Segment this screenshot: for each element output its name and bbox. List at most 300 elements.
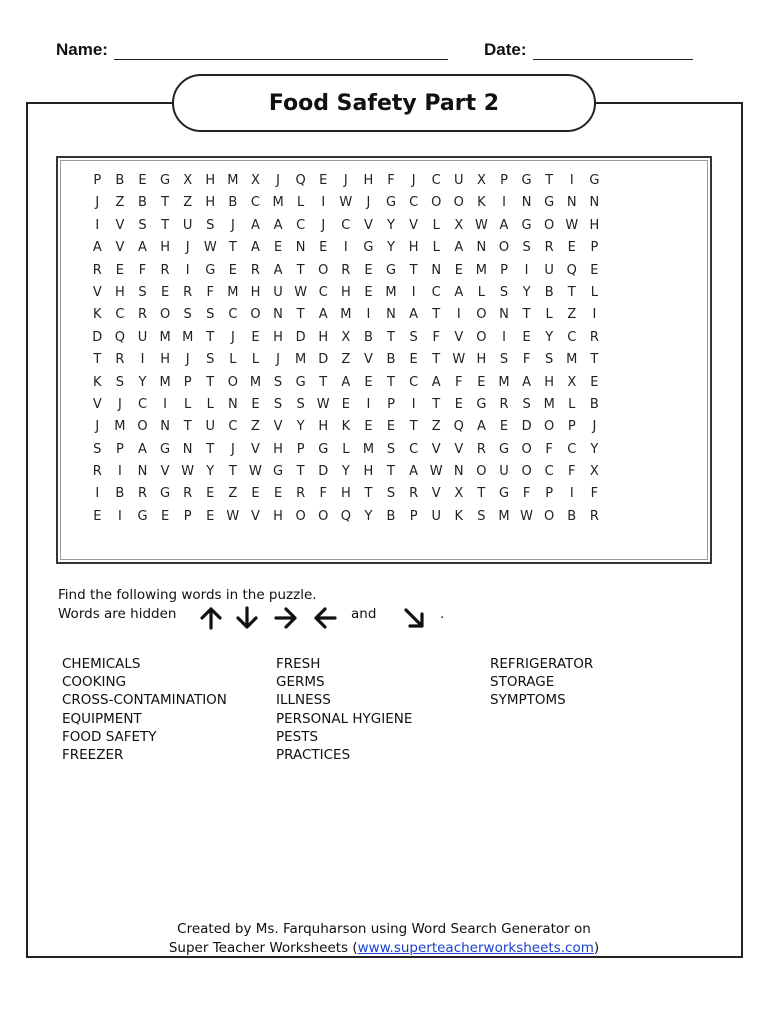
grid-letter: J	[230, 329, 235, 345]
grid-letter: H	[476, 352, 487, 368]
grid-letter: W	[249, 464, 262, 480]
grid-letter: D	[295, 329, 306, 345]
grid-letter: E	[319, 173, 328, 188]
grid-letter: E	[409, 352, 418, 368]
grid-letter: K	[477, 195, 486, 211]
name-blank-line[interactable]	[114, 43, 448, 60]
arrow-right-icon	[273, 605, 299, 631]
grid-letter: N	[499, 307, 509, 323]
grid-letter: E	[251, 396, 260, 412]
grid-letter: I	[95, 486, 100, 502]
grid-letter: R	[160, 262, 170, 278]
grid-letter: H	[160, 240, 170, 256]
grid-letter: R	[544, 240, 554, 256]
word-item: CHEMICALS	[62, 656, 141, 672]
grid-letter: G	[160, 173, 171, 188]
grid-letter: E	[477, 374, 486, 390]
grid-letter: H	[408, 240, 419, 256]
grid-letter: N	[227, 396, 238, 412]
grid-letter: A	[273, 217, 283, 233]
grid-letter: E	[273, 240, 283, 256]
grid-letter: T	[93, 352, 102, 368]
grid-letter: R	[589, 508, 599, 524]
grid-letter: B	[228, 195, 238, 211]
grid-letter: Y	[341, 464, 350, 480]
grid-letter: J	[321, 217, 326, 233]
grid-row	[86, 483, 606, 505]
grid-letter: C	[228, 307, 238, 323]
grid-letter: C	[115, 307, 125, 323]
grid-letter: L	[432, 217, 440, 233]
grid-letter: X	[589, 464, 599, 480]
grid-letter: A	[409, 464, 419, 480]
grid-letter: E	[206, 508, 215, 524]
grid-letter: I	[117, 508, 122, 524]
word-item: COOKING	[62, 674, 127, 691]
grid-letter: A	[522, 374, 532, 390]
grid-letter: D	[318, 464, 329, 480]
grid-letter: V	[115, 217, 125, 233]
grid-letter: C	[544, 464, 554, 480]
grid-letter: Y	[387, 217, 395, 233]
grid-letter: V	[251, 508, 260, 524]
grid-letter: O	[318, 262, 329, 278]
grid-letter: I	[366, 396, 371, 412]
grid-letter: F	[319, 486, 327, 502]
grid-letter: E	[567, 240, 576, 256]
grid-letter: N	[521, 195, 532, 211]
grid-letter: F	[568, 464, 576, 480]
grid-letter: O	[137, 419, 148, 435]
grid-letter: P	[590, 240, 599, 256]
grid-letter: D	[318, 352, 329, 368]
grid-letter: I	[569, 173, 574, 188]
word-item: PERSONAL HYGIENE	[276, 710, 413, 727]
date-blank-line[interactable]	[533, 43, 693, 60]
grid-letter: F	[455, 374, 463, 390]
grid-letter: S	[183, 307, 192, 323]
grid-letter: R	[296, 486, 306, 502]
grid-letter: T	[296, 464, 305, 480]
grid-letter: V	[454, 441, 464, 457]
title-banner	[172, 74, 596, 132]
grid-letter: A	[454, 240, 464, 256]
grid-letter: Y	[206, 464, 215, 480]
grid-row	[86, 349, 606, 371]
grid-letter: H	[340, 284, 351, 300]
grid-letter: W	[565, 217, 579, 233]
grid-letter: O	[159, 307, 171, 323]
grid-letter: S	[138, 217, 147, 233]
grid-letter: P	[500, 262, 508, 278]
grid-letter: A	[318, 307, 328, 323]
grid-letter: M	[249, 374, 262, 390]
grid-letter: E	[138, 173, 147, 188]
grid-letter: C	[567, 441, 577, 457]
grid-letter: H	[115, 284, 125, 300]
grid-letter: N	[476, 240, 487, 256]
grid-letter: J	[411, 173, 416, 188]
grid-letter: D	[521, 419, 532, 435]
grid-row	[86, 215, 606, 237]
grid-letter: B	[138, 195, 147, 211]
grid-row	[86, 192, 606, 214]
word-item: ILLNESS	[276, 692, 331, 709]
grid-letter: Q	[295, 173, 306, 188]
grid-letter: V	[454, 329, 464, 345]
grid-letter: P	[545, 486, 554, 502]
grid-letter: J	[230, 217, 235, 233]
grid-letter: L	[297, 195, 305, 211]
instruction-period: .	[440, 606, 445, 622]
grid-letter: J	[592, 419, 597, 435]
grid-letter: L	[251, 352, 260, 368]
grid-row	[86, 372, 606, 394]
grid-letter: G	[521, 217, 532, 233]
grid-letter: V	[115, 240, 125, 256]
grid-letter: E	[386, 419, 396, 435]
word-item: FOOD SAFETY	[62, 728, 157, 745]
grid-letter: I	[366, 307, 371, 323]
grid-letter: S	[273, 396, 283, 412]
grid-letter: P	[183, 508, 192, 524]
grid-letter: A	[251, 240, 260, 256]
grid-letter: W	[429, 464, 443, 480]
grid-letter: W	[226, 508, 240, 524]
grid-letter: D	[92, 329, 103, 345]
grid-letter: L	[590, 284, 598, 300]
grid-letter: H	[250, 284, 261, 300]
grid-letter: M	[227, 173, 239, 188]
grid-letter: V	[92, 396, 102, 412]
grid-letter: B	[115, 486, 125, 502]
grid-letter: J	[95, 195, 100, 211]
grid-letter: I	[524, 262, 529, 278]
footer-suffix: )	[593, 940, 600, 956]
grid-letter: V	[431, 441, 441, 457]
grid-letter: O	[476, 307, 487, 323]
grid-letter: G	[160, 486, 171, 502]
date-label: Date:	[484, 40, 527, 59]
grid-letter: M	[498, 508, 510, 524]
grid-letter: E	[364, 374, 373, 390]
grid-letter: H	[589, 217, 600, 233]
word-item: FRESH	[276, 656, 321, 672]
grid-letter: X	[251, 173, 260, 188]
grid-letter: J	[230, 441, 235, 457]
grid-letter: O	[227, 374, 238, 390]
grid-letter: A	[341, 374, 351, 390]
grid-letter: N	[160, 419, 170, 435]
instruction-line-2: Words are hidden	[58, 606, 177, 622]
grid-letter: P	[500, 173, 508, 188]
grid-letter: O	[521, 464, 532, 480]
grid-letter: R	[183, 284, 193, 300]
grid-letter: F	[522, 486, 531, 502]
grid-letter: B	[386, 508, 396, 524]
grid-letter: Z	[228, 486, 238, 502]
grid-letter: Z	[251, 419, 260, 435]
grid-letter: T	[387, 329, 395, 345]
grid-letter: H	[318, 329, 329, 345]
grid-letter: F	[138, 262, 147, 278]
grid-letter: T	[432, 307, 441, 323]
arrow-up-icon	[198, 605, 224, 631]
grid-letter: V	[160, 464, 170, 480]
grid-letter: U	[182, 217, 193, 233]
grid-letter: A	[409, 307, 419, 323]
grid-letter: J	[185, 240, 190, 256]
grid-letter: P	[183, 374, 192, 390]
grid-letter: U	[431, 508, 441, 524]
grid-letter: S	[296, 396, 305, 412]
grid-letter: M	[566, 352, 578, 368]
grid-letter: T	[432, 396, 441, 412]
grid-letter: M	[272, 195, 284, 211]
grid-row	[86, 170, 606, 192]
grid-letter: X	[454, 217, 464, 233]
grid-letter: W	[452, 352, 466, 368]
grid-letter: H	[363, 464, 374, 480]
grid-letter: J	[185, 352, 190, 368]
grid-letter: O	[521, 441, 532, 457]
grid-letter: V	[273, 419, 283, 435]
grid-letter: C	[409, 374, 419, 390]
grid-letter: C	[409, 195, 419, 211]
grid-letter: W	[339, 195, 353, 211]
grid-letter: E	[160, 284, 170, 300]
grid-letter: T	[206, 329, 215, 345]
grid-letter: J	[276, 173, 280, 188]
instruction-line-1: Find the following words in the puzzle.	[58, 587, 317, 603]
grid-letter: X	[341, 329, 351, 345]
grid-letter: E	[228, 262, 237, 278]
word-item: PRACTICES	[276, 747, 351, 764]
grid-letter: H	[273, 508, 283, 524]
word-list-column-3	[490, 655, 593, 710]
grid-letter: Y	[545, 329, 554, 345]
grid-letter: I	[502, 329, 506, 345]
grid-row	[86, 237, 606, 259]
grid-letter: R	[409, 486, 419, 502]
grid-letter: N	[431, 262, 442, 278]
instruction-and: and	[351, 606, 377, 622]
grid-letter: G	[385, 262, 397, 278]
grid-row	[86, 260, 606, 282]
grid-letter: Y	[138, 374, 147, 390]
grid-letter: S	[409, 329, 418, 345]
grid-letter: P	[409, 508, 418, 524]
grid-letter: S	[522, 240, 531, 256]
grid-letter: E	[590, 262, 599, 278]
grid-letter: Z	[567, 307, 577, 323]
grid-letter: M	[227, 284, 239, 300]
grid-letter: T	[477, 486, 486, 502]
grid-letter: O	[544, 508, 555, 524]
word-item: PESTS	[276, 728, 319, 745]
grid-letter: H	[160, 352, 170, 368]
word-item: REFRIGERATOR	[490, 656, 594, 672]
grid-letter: T	[228, 240, 237, 256]
grid-letter: L	[545, 307, 553, 323]
grid-letter: J	[366, 195, 371, 211]
grid-letter: N	[589, 195, 600, 211]
grid-letter: N	[137, 464, 148, 480]
grid-letter: R	[92, 262, 102, 278]
grid-letter: P	[387, 396, 395, 412]
grid-letter: G	[160, 441, 171, 457]
grid-letter: J	[117, 396, 122, 412]
grid-letter: Y	[296, 419, 305, 435]
grid-letter: I	[163, 396, 167, 412]
grid-letter: T	[567, 284, 576, 300]
grid-letter: S	[206, 307, 215, 323]
grid-letter: N	[182, 441, 193, 457]
letter-grid	[86, 170, 606, 528]
grid-row	[86, 327, 606, 349]
grid-row	[86, 282, 606, 304]
grid-letter: G	[544, 195, 555, 211]
grid-letter: L	[229, 352, 237, 368]
word-item: EQUIPMENT	[62, 710, 142, 727]
grid-letter: G	[205, 262, 216, 278]
grid-letter: B	[589, 396, 599, 412]
grid-letter: F	[206, 284, 214, 300]
grid-letter: Q	[453, 419, 464, 435]
grid-letter: S	[206, 217, 215, 233]
grid-letter: E	[590, 374, 599, 390]
grid-letter: I	[140, 352, 145, 368]
grid-letter: O	[544, 217, 555, 233]
grid-letter: Y	[590, 441, 599, 457]
arrow-diagonal-down-right-icon	[401, 605, 427, 631]
grid-letter: G	[476, 396, 487, 412]
grid-letter: G	[589, 173, 600, 188]
grid-letter: K	[93, 374, 102, 390]
grid-letter: I	[569, 486, 574, 502]
grid-letter: S	[273, 374, 283, 390]
grid-letter: T	[409, 419, 418, 435]
grid-letter: E	[93, 508, 102, 524]
grid-letter: I	[117, 464, 122, 480]
grid-letter: M	[114, 419, 126, 435]
grid-letter: G	[273, 464, 284, 480]
grid-row	[86, 394, 606, 416]
grid-letter: C	[567, 329, 577, 345]
grid-letter: F	[590, 486, 599, 502]
grid-letter: B	[567, 508, 577, 524]
grid-letter: E	[364, 284, 373, 300]
grid-letter: E	[454, 262, 463, 278]
grid-letter: P	[115, 441, 124, 457]
grid-letter: R	[92, 464, 102, 480]
grid-letter: C	[431, 173, 441, 188]
grid-letter: G	[137, 508, 148, 524]
grid-letter: H	[273, 329, 283, 345]
grid-letter: I	[411, 396, 416, 412]
grid-letter: R	[499, 396, 509, 412]
grid-letter: C	[250, 195, 260, 211]
grid-letter: V	[431, 486, 441, 502]
grid-letter: S	[545, 352, 554, 368]
grid-letter: B	[363, 329, 373, 345]
grid-letter: E	[364, 419, 373, 435]
grid-letter: T	[522, 307, 531, 323]
grid-letter: P	[567, 419, 576, 435]
grid-letter: T	[206, 374, 215, 390]
grid-letter: H	[205, 195, 216, 211]
footer-source-line	[0, 939, 768, 958]
grid-letter: I	[95, 217, 100, 233]
grid-letter: A	[92, 240, 102, 256]
grid-letter: Y	[364, 508, 373, 524]
grid-letter: L	[432, 240, 440, 256]
grid-letter: U	[544, 262, 554, 278]
grid-letter: S	[477, 508, 486, 524]
grid-letter: P	[296, 441, 305, 457]
grid-letter: O	[431, 195, 442, 211]
grid-letter: Z	[431, 419, 441, 435]
grid-letter: E	[319, 240, 328, 256]
grid-letter: S	[115, 374, 125, 390]
grid-letter: I	[411, 284, 416, 300]
website-link[interactable]: www.superteacherworksheets.com	[357, 940, 594, 956]
arrow-left-icon	[312, 605, 338, 631]
grid-letter: P	[93, 173, 102, 188]
grid-letter: L	[477, 284, 486, 300]
grid-letter: R	[589, 329, 599, 345]
grid-letter: A	[499, 217, 509, 233]
word-list-column-1	[62, 655, 227, 764]
grid-letter: I	[185, 262, 190, 278]
name-field	[56, 40, 448, 60]
grid-letter: W	[203, 240, 217, 256]
grid-letter: B	[115, 173, 125, 188]
page-title: Food Safety Part 2	[268, 90, 500, 116]
grid-letter: R	[137, 307, 147, 323]
grid-letter: N	[566, 195, 577, 211]
grid-letter: G	[363, 240, 374, 256]
grid-letter: L	[568, 396, 576, 412]
grid-letter: F	[545, 441, 553, 457]
grid-letter: R	[341, 262, 351, 278]
grid-letter: U	[205, 419, 216, 435]
grid-letter: V	[409, 217, 419, 233]
grid-letter: A	[431, 374, 441, 390]
grid-letter: H	[340, 486, 351, 502]
grid-letter: S	[93, 441, 102, 457]
grid-letter: X	[183, 173, 193, 188]
grid-row	[86, 416, 606, 438]
grid-letter: X	[454, 486, 464, 502]
grid-letter: J	[276, 352, 280, 368]
grid-letter: U	[499, 464, 509, 480]
grid-letter: W	[294, 284, 308, 300]
grid-letter: M	[475, 262, 487, 278]
name-label: Name:	[56, 40, 108, 59]
grid-letter: E	[522, 329, 531, 345]
grid-letter: T	[161, 217, 170, 233]
grid-letter: L	[184, 396, 192, 412]
grid-letter: M	[182, 329, 194, 345]
grid-letter: C	[228, 419, 238, 435]
grid-letter: E	[251, 329, 260, 345]
grid-letter: W	[520, 508, 533, 524]
grid-letter: A	[138, 240, 147, 256]
grid-letter: V	[251, 441, 260, 457]
grid-letter: S	[386, 441, 396, 457]
grid-letter: H	[205, 173, 216, 188]
